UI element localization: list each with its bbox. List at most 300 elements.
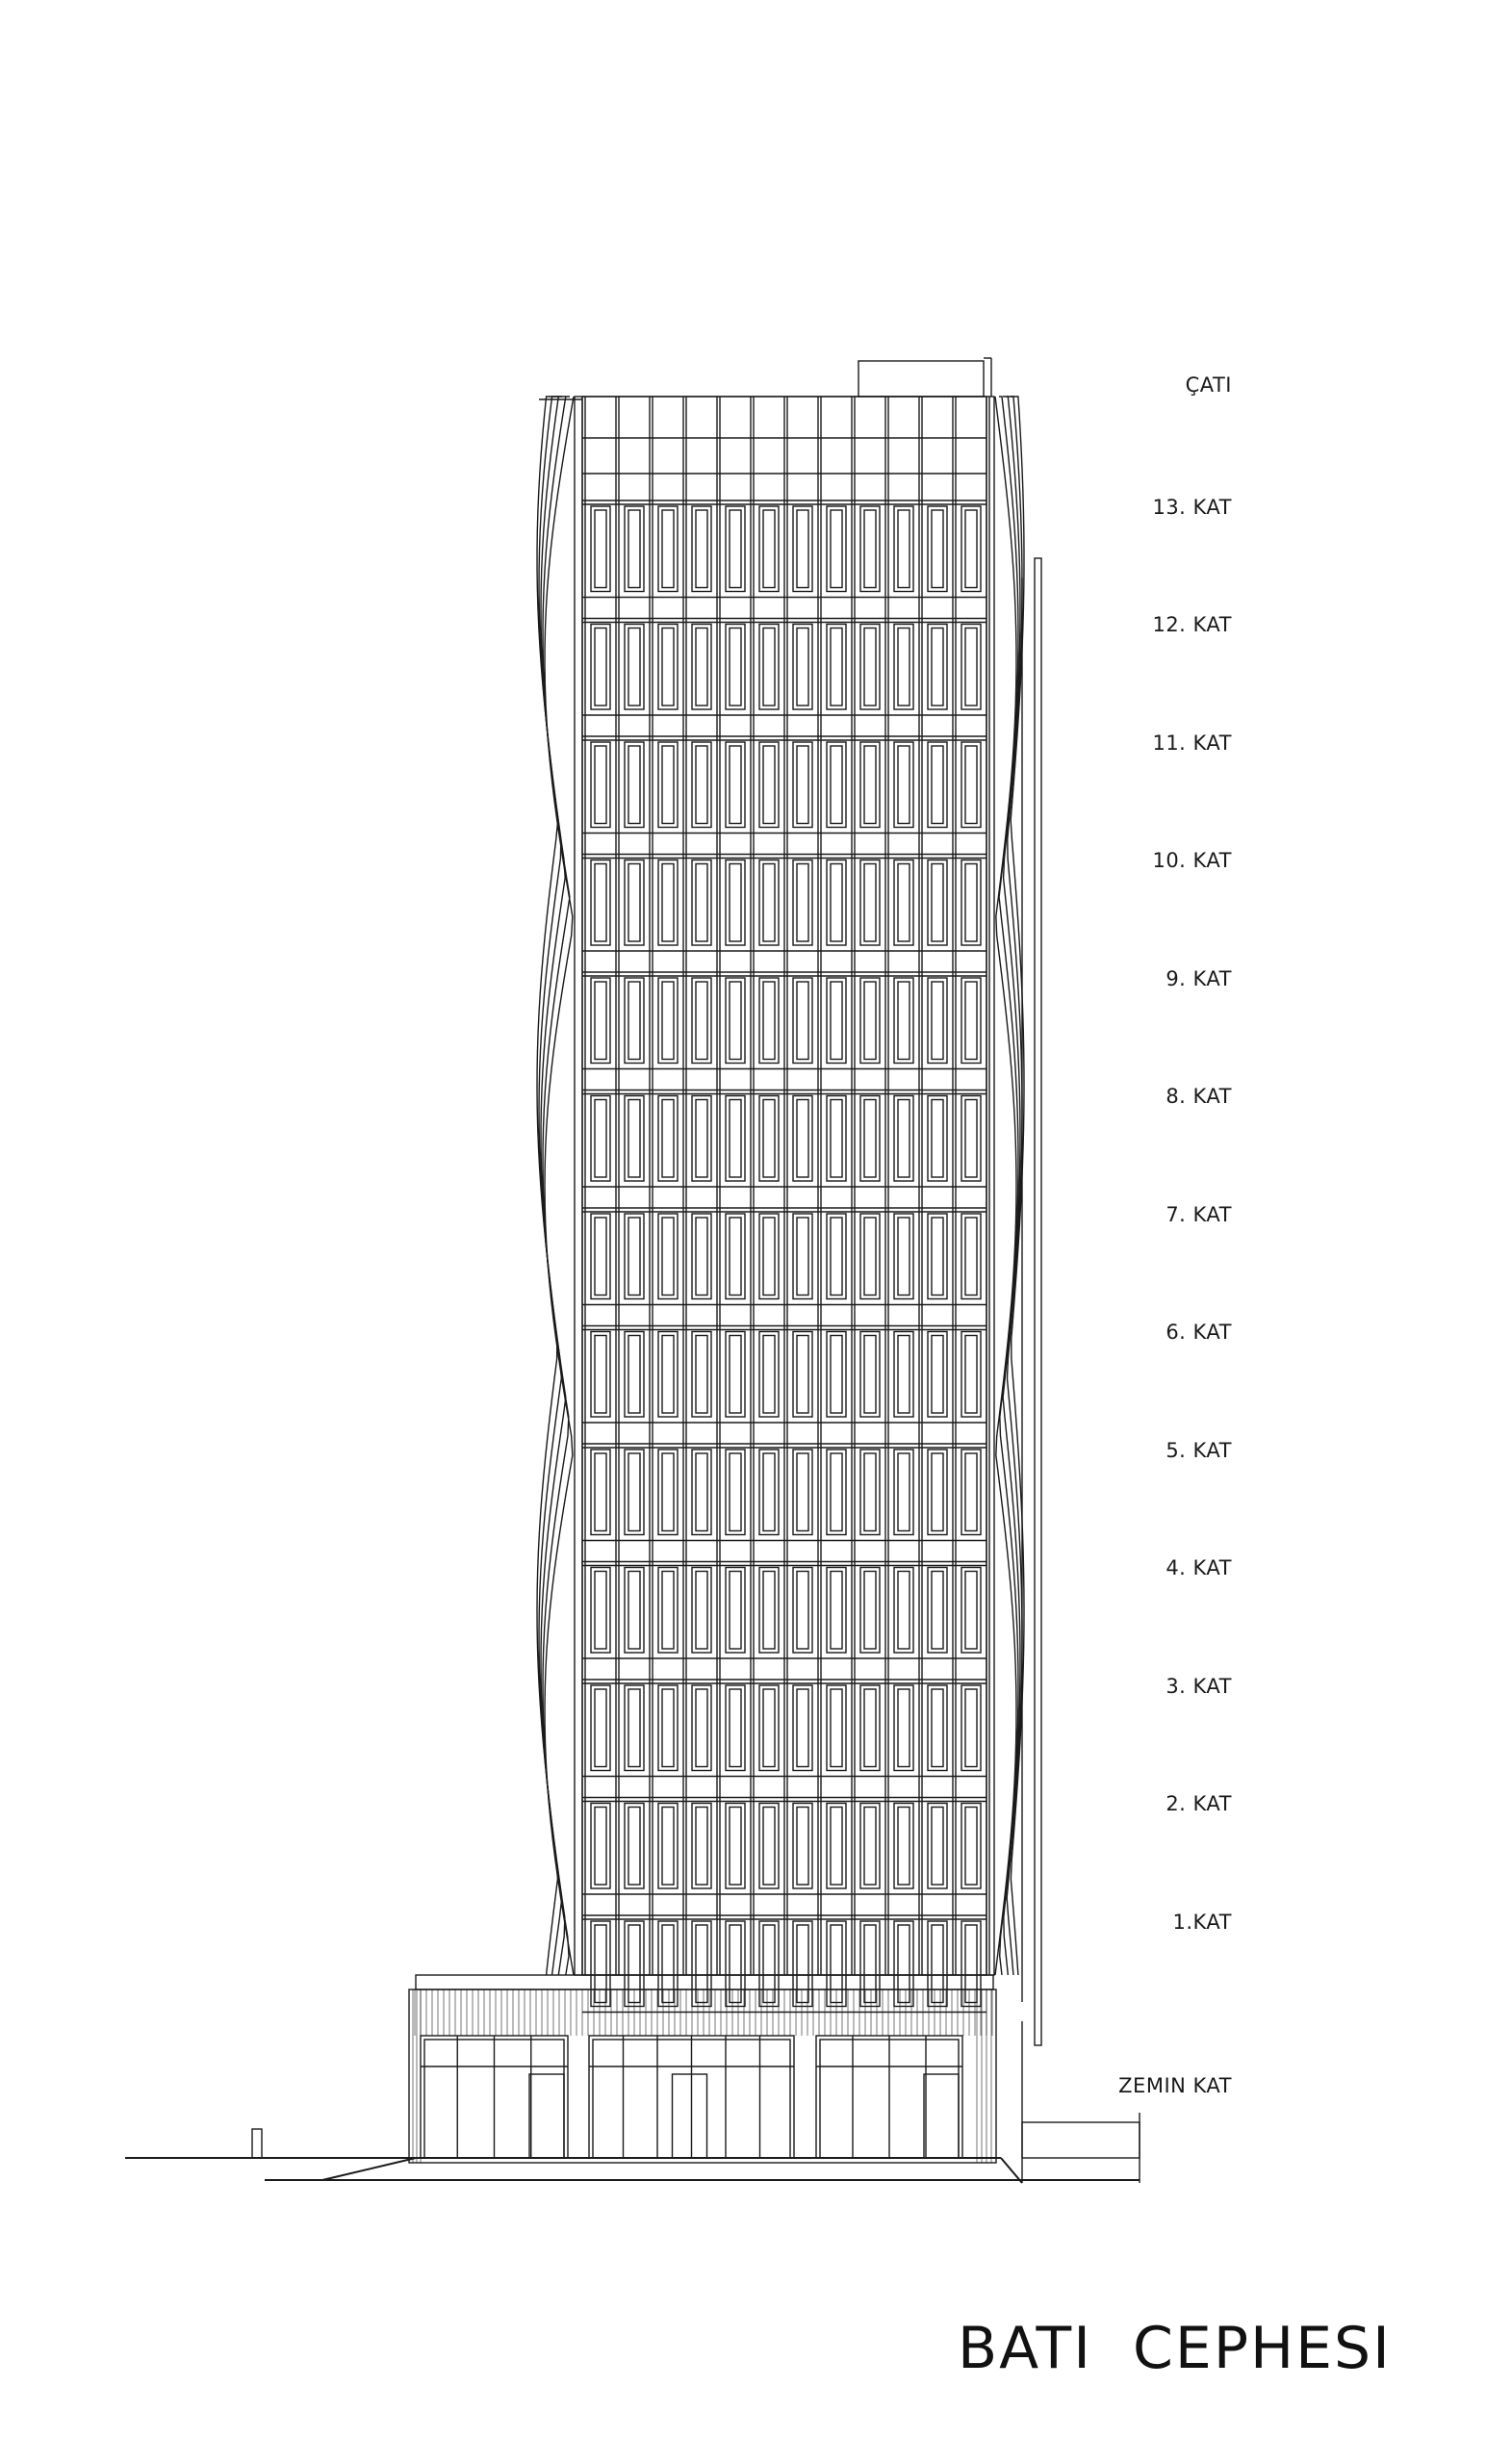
window-pane	[726, 860, 745, 946]
window-sash	[965, 1218, 977, 1296]
window-sash	[763, 510, 775, 588]
window-pane	[726, 1096, 745, 1182]
window-sash	[797, 1689, 808, 1767]
door	[673, 2074, 707, 2158]
window-sash	[628, 864, 640, 942]
window-pane	[726, 1685, 745, 1771]
window-sash	[696, 1808, 707, 1886]
window-pane	[692, 1214, 711, 1299]
window-sash	[730, 1925, 741, 2003]
window-sash	[763, 1100, 775, 1178]
window-pane	[726, 625, 745, 710]
window-pane	[894, 1214, 913, 1299]
window-pane	[860, 742, 880, 828]
window-pane	[625, 1685, 644, 1771]
window-sash	[797, 510, 808, 588]
window-sash	[595, 1453, 606, 1531]
window-sash	[898, 510, 910, 588]
window-pane	[894, 1332, 913, 1418]
bollard	[252, 2129, 262, 2158]
window-pane	[658, 978, 678, 1064]
window-pane	[759, 978, 779, 1064]
window-pane	[658, 1450, 678, 1535]
window-pane	[692, 860, 711, 946]
window-sash	[864, 1453, 876, 1531]
window-sash	[662, 629, 674, 706]
tower-facade	[537, 358, 1041, 2045]
window-pane	[591, 1096, 610, 1182]
label-floor-11: 11. KAT	[1152, 732, 1232, 755]
window-sash	[696, 1336, 707, 1414]
window-sash	[932, 1100, 943, 1178]
window-sash	[628, 1808, 640, 1886]
window-sash	[797, 629, 808, 706]
window-sash	[628, 1689, 640, 1767]
window-sash	[662, 746, 674, 824]
window-pane	[961, 1450, 981, 1535]
window-sash	[730, 982, 741, 1060]
window-pane	[894, 1096, 913, 1182]
window-pane	[928, 625, 947, 710]
window-sash	[763, 1336, 775, 1414]
window-sash	[932, 864, 943, 942]
window-sash	[898, 982, 910, 1060]
window-sash	[628, 746, 640, 824]
window-sash	[965, 864, 977, 942]
window-pane	[961, 1804, 981, 1889]
window-sash	[595, 1689, 606, 1767]
window-pane	[759, 1096, 779, 1182]
window-pane	[928, 1685, 947, 1771]
window-sash	[628, 1572, 640, 1650]
window-pane	[692, 625, 711, 710]
window-sash	[831, 1689, 842, 1767]
window-pane	[726, 978, 745, 1064]
window-pane	[928, 860, 947, 946]
window-pane	[625, 506, 644, 592]
window-sash	[898, 1218, 910, 1296]
window-sash	[932, 1572, 943, 1650]
window-sash	[595, 629, 606, 706]
window-sash	[696, 864, 707, 942]
window-pane	[625, 860, 644, 946]
window-sash	[730, 1336, 741, 1414]
window-pane	[726, 1450, 745, 1535]
window-pane	[961, 1096, 981, 1182]
window-sash	[864, 746, 876, 824]
label-floor-9: 9. KAT	[1166, 967, 1232, 990]
window-pane	[625, 625, 644, 710]
window-pane	[759, 1450, 779, 1535]
window-sash	[831, 982, 842, 1060]
window-pane	[928, 1332, 947, 1418]
window-sash	[662, 1100, 674, 1178]
window-sash	[730, 1218, 741, 1296]
window-pane	[759, 625, 779, 710]
window-pane	[692, 1804, 711, 1889]
label-floor-2: 2. KAT	[1166, 1792, 1232, 1815]
window-sash	[898, 629, 910, 706]
window-sash	[696, 629, 707, 706]
window-sash	[864, 510, 876, 588]
window-sash	[730, 1808, 741, 1886]
left-twisted-fin	[545, 397, 574, 1975]
door	[924, 2074, 959, 2158]
window-pane	[793, 1568, 812, 1654]
window-pane	[625, 1332, 644, 1418]
window-pane	[726, 1921, 745, 2007]
window-pane	[625, 978, 644, 1064]
window-sash	[628, 982, 640, 1060]
window-sash	[730, 746, 741, 824]
window-sash	[864, 629, 876, 706]
window-pane	[625, 1804, 644, 1889]
label-floor-3: 3. KAT	[1166, 1675, 1232, 1698]
window-sash	[898, 1572, 910, 1650]
label-floor-1: 1.KAT	[1172, 1911, 1232, 1934]
window-sash	[696, 1572, 707, 1650]
window-pane	[692, 1568, 711, 1654]
window-pane	[961, 860, 981, 946]
window-pane	[860, 1450, 880, 1535]
window-pane	[894, 1804, 913, 1889]
window-sash	[763, 1808, 775, 1886]
window-pane	[928, 1921, 947, 2007]
label-floor-7: 7. KAT	[1166, 1203, 1232, 1226]
window-sash	[932, 629, 943, 706]
window-sash	[898, 746, 910, 824]
grade-step	[322, 2158, 416, 2180]
window-sash	[662, 510, 674, 588]
podium-box	[409, 1989, 996, 2163]
window-sash	[730, 1689, 741, 1767]
window-pane	[759, 860, 779, 946]
label-floor-12: 12. KAT	[1152, 613, 1232, 636]
window-pane	[928, 506, 947, 592]
window-pane	[961, 625, 981, 710]
window-sash	[662, 1336, 674, 1414]
ground-line	[125, 2129, 1140, 2183]
window-pane	[928, 1214, 947, 1299]
window-sash	[730, 864, 741, 942]
window-pane	[793, 742, 812, 828]
window-pane	[658, 860, 678, 946]
window-pane	[860, 1332, 880, 1418]
window-pane	[928, 1450, 947, 1535]
window-sash	[595, 1808, 606, 1886]
window-sash	[831, 629, 842, 706]
window-sash	[628, 1336, 640, 1414]
sheet-title: BATI CEPHESI	[958, 2315, 1392, 2382]
window-pane	[625, 1568, 644, 1654]
window-pane	[827, 1804, 846, 1889]
window-sash	[831, 1453, 842, 1531]
window-sash	[595, 1100, 606, 1178]
window-pane	[625, 1214, 644, 1299]
window-pane	[894, 742, 913, 828]
window-sash	[898, 1689, 910, 1767]
window-sash	[797, 1572, 808, 1650]
window-pane	[827, 1450, 846, 1535]
window-sash	[932, 1218, 943, 1296]
window-sash	[864, 982, 876, 1060]
window-pane	[793, 1214, 812, 1299]
window-sash	[730, 1572, 741, 1650]
window-pane	[793, 1804, 812, 1889]
window-sash	[932, 1808, 943, 1886]
window-pane	[625, 742, 644, 828]
window-pane	[860, 1214, 880, 1299]
window-sash	[763, 629, 775, 706]
window-pane	[827, 978, 846, 1064]
window-sash	[595, 1218, 606, 1296]
window-sash	[763, 746, 775, 824]
window-pane	[961, 742, 981, 828]
window-pane	[692, 978, 711, 1064]
window-pane	[759, 1568, 779, 1654]
window-sash	[864, 864, 876, 942]
window-sash	[831, 1336, 842, 1414]
window-pane	[793, 978, 812, 1064]
window-sash	[864, 1100, 876, 1178]
window-sash	[932, 746, 943, 824]
window-pane	[591, 978, 610, 1064]
window-sash	[662, 1689, 674, 1767]
window-sash	[932, 1689, 943, 1767]
window-pane	[928, 742, 947, 828]
window-pane	[591, 1685, 610, 1771]
side-wall	[1035, 558, 1041, 2045]
window-pane	[759, 1332, 779, 1418]
window-pane	[658, 1332, 678, 1418]
window-sash	[763, 1453, 775, 1531]
window-pane	[793, 625, 812, 710]
window-pane	[726, 1568, 745, 1654]
window-pane	[793, 860, 812, 946]
window-pane	[726, 1214, 745, 1299]
window-sash	[797, 864, 808, 942]
window-pane	[759, 1214, 779, 1299]
window-pane	[759, 1921, 779, 2007]
window-pane	[961, 1921, 981, 2007]
window-pane	[827, 506, 846, 592]
window-pane	[894, 1450, 913, 1535]
window-sash	[898, 1336, 910, 1414]
window-sash	[831, 1572, 842, 1650]
window-pane	[827, 1096, 846, 1182]
window-sash	[696, 1218, 707, 1296]
window-pane	[591, 1450, 610, 1535]
window-pane	[860, 1804, 880, 1889]
window-pane	[759, 742, 779, 828]
window-pane	[793, 1450, 812, 1535]
window-sash	[831, 1100, 842, 1178]
window-sash	[696, 746, 707, 824]
window-pane	[658, 1096, 678, 1182]
door	[529, 2074, 564, 2158]
window-pane	[591, 625, 610, 710]
window-pane	[860, 1568, 880, 1654]
window-sash	[595, 510, 606, 588]
window-sash	[696, 982, 707, 1060]
window-pane	[860, 625, 880, 710]
window-pane	[860, 506, 880, 592]
window-sash	[662, 1925, 674, 2003]
window-pane	[860, 1096, 880, 1182]
window-pane	[591, 742, 610, 828]
window-pane	[928, 978, 947, 1064]
window-sash	[797, 982, 808, 1060]
window-sash	[595, 746, 606, 824]
window-sash	[965, 1808, 977, 1886]
window-pane	[961, 506, 981, 592]
window-pane	[658, 1568, 678, 1654]
rooftop-machine-room	[858, 361, 984, 397]
window-pane	[793, 1096, 812, 1182]
window-pane	[726, 1804, 745, 1889]
window-sash	[932, 982, 943, 1060]
window-sash	[696, 1100, 707, 1178]
window-pane	[894, 860, 913, 946]
window-sash	[831, 864, 842, 942]
window-sash	[662, 1808, 674, 1886]
window-sash	[662, 1218, 674, 1296]
label-floor-8: 8. KAT	[1166, 1085, 1232, 1108]
window-pane	[726, 506, 745, 592]
window-sash	[965, 510, 977, 588]
window-sash	[965, 1689, 977, 1767]
window-sash	[595, 1572, 606, 1650]
window-pane	[591, 1332, 610, 1418]
window-pane	[793, 1685, 812, 1771]
label-floor-6: 6. KAT	[1166, 1321, 1232, 1344]
window-pane	[894, 1685, 913, 1771]
window-pane	[894, 1921, 913, 2007]
window-pane	[860, 1685, 880, 1771]
window-pane	[827, 742, 846, 828]
window-sash	[965, 629, 977, 706]
window-pane	[928, 1568, 947, 1654]
window-sash	[797, 1925, 808, 2003]
window-pane	[625, 1096, 644, 1182]
window-pane	[692, 1450, 711, 1535]
window-pane	[759, 1804, 779, 1889]
window-sash	[898, 1100, 910, 1178]
window-sash	[628, 1100, 640, 1178]
window-pane	[726, 742, 745, 828]
window-sash	[730, 1453, 741, 1531]
window-pane	[894, 1568, 913, 1654]
window-sash	[797, 1336, 808, 1414]
window-pane	[860, 860, 880, 946]
window-sash	[864, 1572, 876, 1650]
window-pane	[759, 1685, 779, 1771]
window-pane	[827, 1332, 846, 1418]
window-pane	[591, 860, 610, 946]
window-pane	[625, 1450, 644, 1535]
window-sash	[831, 1808, 842, 1886]
window-pane	[658, 1214, 678, 1299]
window-sash	[864, 1336, 876, 1414]
window-pane	[860, 978, 880, 1064]
window-sash	[662, 1572, 674, 1650]
window-pane	[793, 1332, 812, 1418]
window-sash	[864, 1689, 876, 1767]
window-pane	[591, 1214, 610, 1299]
window-sash	[965, 746, 977, 824]
label-floor-13: 13. KAT	[1152, 496, 1232, 519]
window-pane	[658, 1804, 678, 1889]
window-sash	[696, 510, 707, 588]
right-twisted-fin	[995, 397, 1016, 1975]
window-sash	[965, 982, 977, 1060]
window-sash	[763, 1218, 775, 1296]
window-pane	[692, 1096, 711, 1182]
window-pane	[961, 1568, 981, 1654]
window-sash	[628, 510, 640, 588]
window-pane	[658, 742, 678, 828]
window-sash	[898, 1808, 910, 1886]
window-sash	[932, 1453, 943, 1531]
window-sash	[595, 982, 606, 1060]
window-sash	[696, 1453, 707, 1531]
window-sash	[864, 1808, 876, 1886]
window-sash	[696, 1689, 707, 1767]
label-ground: ZEMIN KAT	[1118, 2074, 1232, 2097]
window-sash	[595, 1925, 606, 2003]
window-pane	[658, 625, 678, 710]
window-pane	[928, 1804, 947, 1889]
window-sash	[831, 510, 842, 588]
window-pane	[591, 1568, 610, 1654]
window-pane	[759, 506, 779, 592]
window-sash	[932, 510, 943, 588]
window-pane	[692, 506, 711, 592]
podium-canopy	[416, 1975, 993, 1989]
window-sash	[628, 629, 640, 706]
window-sash	[898, 864, 910, 942]
window-pane	[827, 1685, 846, 1771]
window-pane	[591, 1804, 610, 1889]
window-sash	[763, 982, 775, 1060]
window-pane	[793, 506, 812, 592]
window-pane	[961, 1214, 981, 1299]
window-pane	[827, 1214, 846, 1299]
window-pane	[692, 1921, 711, 2007]
window-sash	[797, 746, 808, 824]
window-pane	[961, 1332, 981, 1418]
window-sash	[864, 1218, 876, 1296]
window-sash	[797, 1218, 808, 1296]
window-sash	[763, 864, 775, 942]
window-sash	[932, 1925, 943, 2003]
window-sash	[797, 1453, 808, 1531]
window-sash	[797, 1100, 808, 1178]
window-pane	[928, 1096, 947, 1182]
window-sash	[965, 1572, 977, 1650]
window-sash	[730, 510, 741, 588]
label-roof: ÇATI	[1185, 373, 1232, 397]
window-sash	[864, 1925, 876, 2003]
label-floor-4: 4. KAT	[1166, 1556, 1232, 1579]
window-sash	[932, 1336, 943, 1414]
window-sash	[763, 1572, 775, 1650]
window-sash	[662, 864, 674, 942]
window-pane	[692, 1332, 711, 1418]
window-sash	[831, 1218, 842, 1296]
window-sash	[965, 1100, 977, 1178]
window-sash	[730, 1100, 741, 1178]
